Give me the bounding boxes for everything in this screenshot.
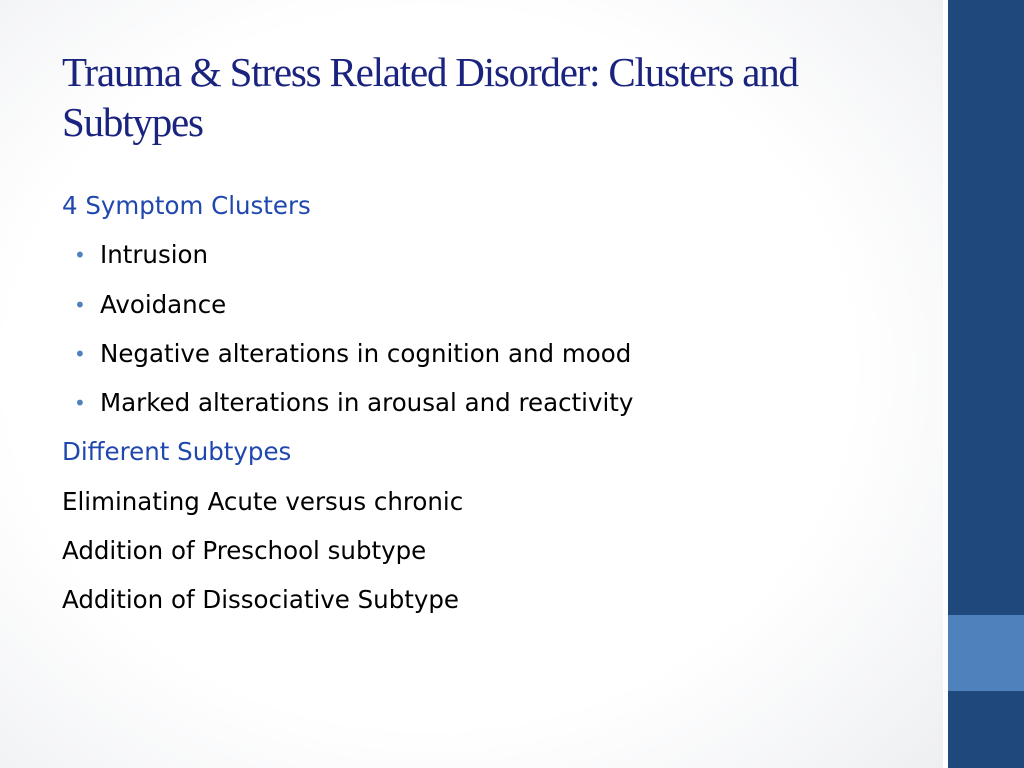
cluster-item (62, 381, 922, 430)
cluster-item-label: Negative alterations in cognition and mood (100, 338, 632, 368)
cluster-item (62, 283, 922, 332)
cluster-item-label: Intrusion (100, 240, 209, 270)
subtype-line: Eliminating Acute versus chronic (62, 486, 464, 516)
subtypes-heading: Different Subtypes (62, 437, 292, 467)
subtype-line: Addition of Preschool subtype (62, 536, 427, 566)
bullet-dot-icon: • (74, 292, 86, 317)
cluster-item-label: Avoidance (100, 289, 227, 319)
cluster-item (62, 233, 922, 282)
cluster-item (62, 332, 922, 381)
bullet-dot-icon: • (74, 341, 86, 366)
sidebar-accent-block (948, 615, 1024, 691)
symptom-clusters-heading: 4 Symptom Clusters (62, 191, 311, 220)
bullet-dot-icon: • (74, 243, 86, 268)
slide-title: Trauma & Stress Related Disorder: Clusters and Subtypes (62, 49, 798, 145)
bullet-dot-icon: • (74, 391, 86, 416)
subtype-line: Addition of Dissociative Subtype (62, 585, 459, 615)
slide-body (62, 184, 922, 628)
cluster-item-label: Marked alterations in arousal and reactivity (100, 388, 634, 418)
